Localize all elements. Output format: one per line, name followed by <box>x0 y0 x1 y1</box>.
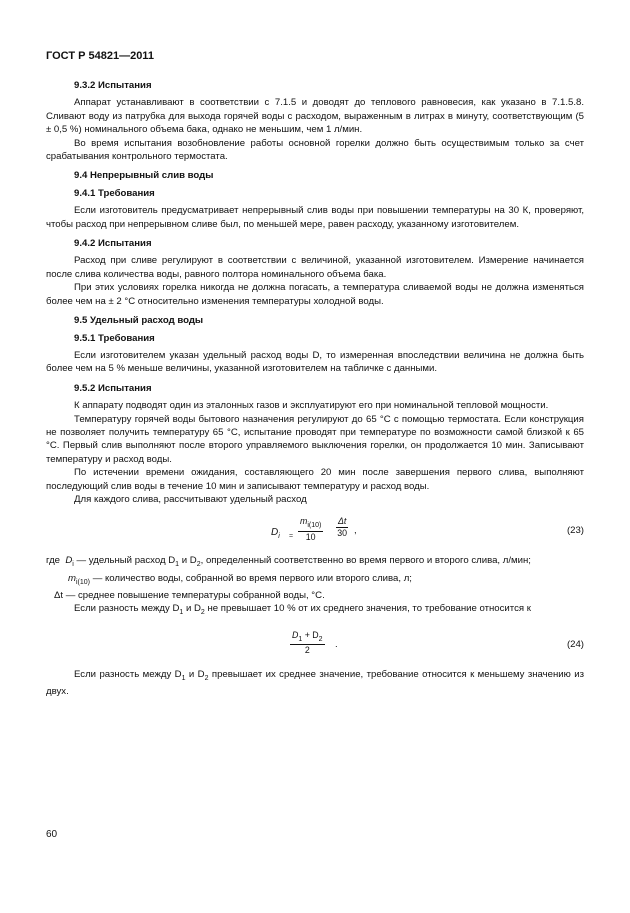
heading-9-4-2: 9.4.2 Испытания <box>74 238 152 250</box>
formula-24: $\frac{D_1 + D_2}{2}$ . (24) <box>292 629 584 656</box>
formula-23: $D_i$ = $\frac{m_{i(10)}}{10}$ $\frac{\Delta t}{30}$ , (23) <box>271 516 584 543</box>
where-clause: где $D_i$ — удельный расход $D_1$ и $D_2$, определенный соответственно во время первого и второго слива, л/мин; <box>46 555 531 569</box>
paragraph: При этих условиях горелка никогда не должна погасать, а температура сливаемой воды не должна изменяться более чем на ± 2 °С относительно изменения температуры холодной воды. <box>46 282 584 307</box>
heading-9-5-1: 9.5.1 Требования <box>74 332 155 344</box>
paragraph: Если изготовителем указан удельный расход воды D, то измеренная впоследствии величина не должна быть более чем на 5 % меньше величины, указанной изготовителем на табличке с данными. <box>46 349 584 375</box>
paragraph: Температуру горячей воды бытового назначения регулируют до 65 °С с помощью термостата. Если конструкция не позволяет получить температуру 65 °С, испытание проводят при температуре по возможности самой близкой к 65 °С. Первый слив выполняют после второго управляемого выключения горелки, он продолжается 10 мин. Записывают температуру и расход воды. <box>46 413 584 465</box>
paragraph: Если изготовитель предусматривает непрерывный слив воды при повышении температуры на 30 К, проверяют, чтобы расход при непрерывном сливе был, по меньшей мере, равен расходу, указанному изготовителем. <box>46 205 584 230</box>
equation-number: (24) <box>566 638 584 650</box>
document-header: ГОСТ Р 54821—2011 <box>46 50 154 62</box>
paragraph: Аппарат устанавливают в соответствии с 7.1.5 и доводят до теплового равновесия, как указано в 7.1.5.8. Сливают воду из патрубка для выхода горячей воды с расходом, выраженным в литрах в минуту, соответствующим (5 ± 0,5 %) номинального объема бака, однако не меньшим, чем 1 л/мин. <box>46 97 584 136</box>
paragraph: По истечении времени ожидания, составляющего 20 мин после завершения первого слива, выполняют последующий слив воды в течение 10 мин и записывают температуру и расход воды. <box>46 467 584 492</box>
paragraph: К аппарату подводят один из эталонных газов и эксплуатируют его при номинальной тепловой мощности. <box>74 400 549 412</box>
page-content <box>46 79 584 698</box>
paragraph: Расход при сливе регулируют в соответствии с величиной, указанной изготовителем. Измерение начинается после слива количества воды, равного полтора номинального объема бака. <box>46 255 584 280</box>
paragraph: Во время испытания возобновление работы основной горелки должно быть осуществимым только за счет срабатывания контрольного термостата. <box>46 137 584 163</box>
heading-9-5: 9.5 Удельный расход воды <box>74 315 204 327</box>
heading-9-5-2: 9.5.2 Испытания <box>74 382 152 394</box>
heading-9-3-2: 9.3.2 Испытания <box>74 80 152 91</box>
formula-lhs: D <box>271 527 279 539</box>
fraction-mass: $\frac{m_{i(10)}}{10}$ <box>300 516 322 543</box>
fraction-delta-t: $\frac{\Delta t}{30}$ <box>337 516 348 539</box>
condition-paragraph: Если разность между $D_1$ и $D_2$ не превышает 10 % от их среднего значения, то требование относится к <box>74 603 531 617</box>
equals-sign: = <box>289 533 294 541</box>
definition-mass: $m_{i(10)}$ — количество воды, собранной во время первого или второго слива, л; <box>68 572 412 586</box>
definition-delta-t: Δt — среднее повышение температуры собранной воды, °С. <box>54 590 325 601</box>
heading-9-4: 9.4 Непрерывный слив воды <box>74 170 214 182</box>
equation-number: (23) <box>566 525 584 537</box>
condition-paragraph: Если разность между $D_1$ и $D_2$ превышает их среднее значение, требование относится к меньшему значению из двух. <box>46 668 585 698</box>
paragraph: Для каждого слива, рассчитывают удельный расход <box>74 493 307 505</box>
heading-9-4-1: 9.4.1 Требования <box>74 187 155 199</box>
fraction-mean: $\frac{D_1 + D_2}{2}$ <box>292 629 323 656</box>
page-number: 60 <box>46 829 58 840</box>
